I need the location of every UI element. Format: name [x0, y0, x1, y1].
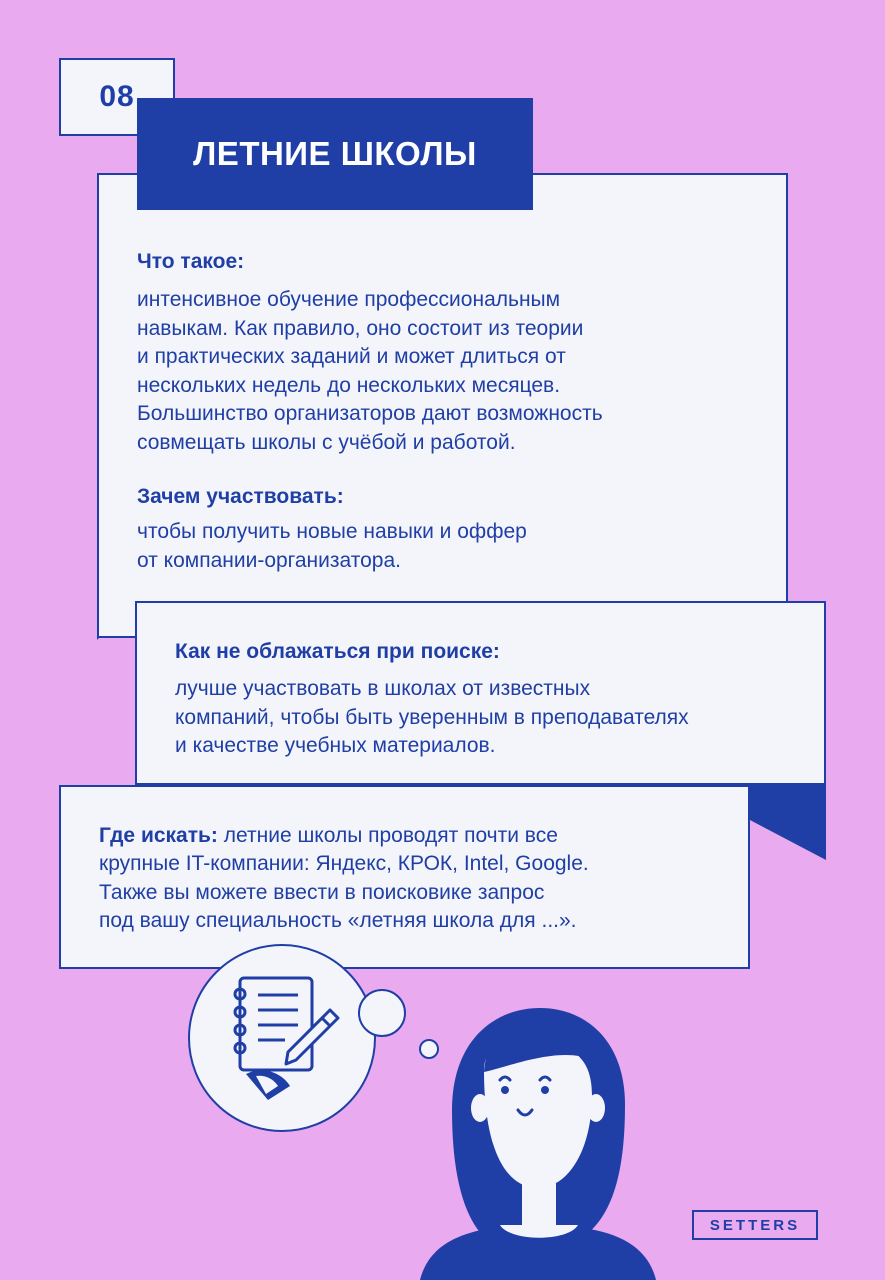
- where-text: крупные IT-компании: Яндекс, КРОК, Intel, Google. Также вы можете ввести в поисковике запрос под вашу специальность «летняя школа для ...».: [99, 852, 589, 932]
- girl-illustration: [420, 1008, 656, 1280]
- why-heading: Зачем участвовать:: [137, 485, 344, 508]
- where-text-first: летние школы проводят почти все: [217, 824, 558, 847]
- how-text: лучше участвовать в школах от известных компаний, чтобы быть уверенным в преподавателях и качестве учебных материалов.: [175, 677, 689, 757]
- brand-text: SETTERS: [709, 1216, 801, 1234]
- what-heading: Что такое:: [137, 250, 245, 273]
- what-text: интенсивное обучение профессиональным навыкам. Как правило, оно состоит из теории и практических заданий и может длиться от нескольких недель до нескольких месяцев. Большинство организаторов дают возможность совмещать школы с учёбой и работой.: [137, 288, 603, 454]
- page-title: ЛЕТНИЕ ШКОЛЫ: [193, 135, 477, 172]
- why-text: чтобы получить новые навыки и оффер от компании-организатора.: [137, 520, 527, 572]
- badge-number: 08: [99, 80, 135, 113]
- how-heading: Как не облажаться при поиске:: [175, 640, 500, 663]
- where-heading: Где искать:: [99, 824, 218, 847]
- brand-logo: [692, 1210, 818, 1240]
